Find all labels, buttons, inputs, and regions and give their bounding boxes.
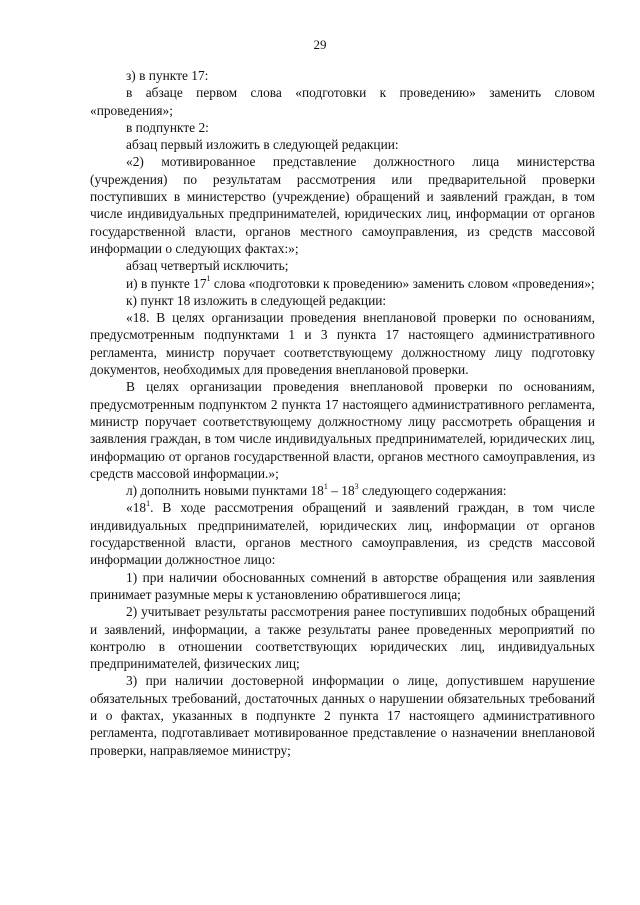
paragraph-text: и) в пункте 17 [126, 275, 207, 291]
paragraph-text: «18. В целях организации проведения внеплановой проверки по основаниям, предусмотренным подпунктами 1 и 3 пункта 17 настоящего административного регламента, министр поручает соответствующему должностному лицу подготовку документов, необходимых для проведения внеплановой проверки. [90, 310, 595, 378]
paragraph [90, 569, 595, 604]
paragraph-text: абзац первый изложить в следующей редакции: [126, 137, 399, 153]
paragraph [90, 672, 595, 758]
superscript: 1 [323, 481, 328, 491]
paragraph-text: В целях организации проведения внеплановой проверки по основаниям, предусмотренным подпунктом 2 пункта 17 настоящего административного регламента, министр поручает соответствующему должностному лицу рассмотреть обращения и заявления граждан, в том числе индивидуальных предпринимателей, юридических лиц, информацию от органов государственной власти, органов местного самоуправления, из средств массовой информации.»; [90, 379, 595, 481]
paragraph [90, 119, 595, 136]
paragraph [90, 84, 595, 119]
paragraph-text: «2) мотивированное представление должностного лица министерства (учреждения) по результатам рассмотрения или предварительной проверки поступивших в министерство (учреждение) обращений и заявлений граждан, в том числе индивидуальных предпринимателей, юридических лиц, информации от органов государственной власти, органов местного самоуправления, из средств массовой информации о следующих фактах:»; [90, 154, 595, 256]
paragraph-text: к) пункт 18 изложить в следующей редакции: [126, 292, 387, 308]
paragraph-text: . В ходе рассмотрения обращений и заявлений граждан, в том числе индивидуальных предпринимателей, юридических лиц, информации от органов государственной власти, органов местного самоуправления, из средств массовой информации должностное лицо: [90, 500, 595, 568]
paragraph [90, 603, 595, 672]
paragraph-text: 2) учитывает результаты рассмотрения ранее поступивших подобных обращений и заявлений, информации, а также результаты ранее проведенных мероприятий по контролю в отношении соответствующих юридических лиц, индивидуальных предпринимателей, физических лиц; [90, 604, 595, 672]
paragraph [90, 378, 595, 482]
paragraph-text: з) в пункте 17: [126, 68, 209, 83]
paragraph-text: 3) при наличии достоверной информации о лице, допустившем нарушение обязательных требований, достаточных данных о нарушении обязательных требований и о фактах, указанных в подпункте 2 пункта 17 настоящего административного регламента, подготавливает мотивированное представление о назначении внеплановой проверки, направляемое министру; [90, 673, 595, 758]
superscript: 1 [146, 498, 151, 508]
paragraph-text: л) дополнить новыми пунктами 18 [126, 483, 324, 499]
paragraph-text: следующего содержания: [358, 483, 507, 499]
document-body [90, 67, 595, 759]
paragraph-text: в подпункте 2: [126, 119, 209, 135]
paragraph-text: слова «подготовки к проведению» заменить словом «проведения»; [210, 275, 595, 291]
paragraph [90, 482, 595, 499]
paragraph-text: в абзаце первом слова «подготовки к проведению» заменить словом «проведения»; [90, 85, 595, 118]
paragraph [90, 275, 595, 292]
paragraph [90, 67, 595, 84]
superscript: 1 [206, 274, 211, 284]
paragraph [90, 292, 595, 309]
paragraph-text: «18 [126, 500, 147, 516]
paragraph-text: абзац четвертый исключить; [126, 258, 289, 274]
page-number: 29 [313, 37, 327, 52]
paragraph [90, 499, 595, 568]
paragraph [90, 153, 595, 257]
paragraph [90, 309, 595, 378]
superscript: 3 [354, 481, 359, 491]
paragraph [90, 257, 595, 274]
paragraph [90, 136, 595, 153]
paragraph-text: – 18 [327, 483, 355, 499]
paragraph-text: 1) при наличии обоснованных сомнений в авторстве обращения или заявления принимает разумные меры к установлению обратившегося лица; [90, 569, 595, 602]
